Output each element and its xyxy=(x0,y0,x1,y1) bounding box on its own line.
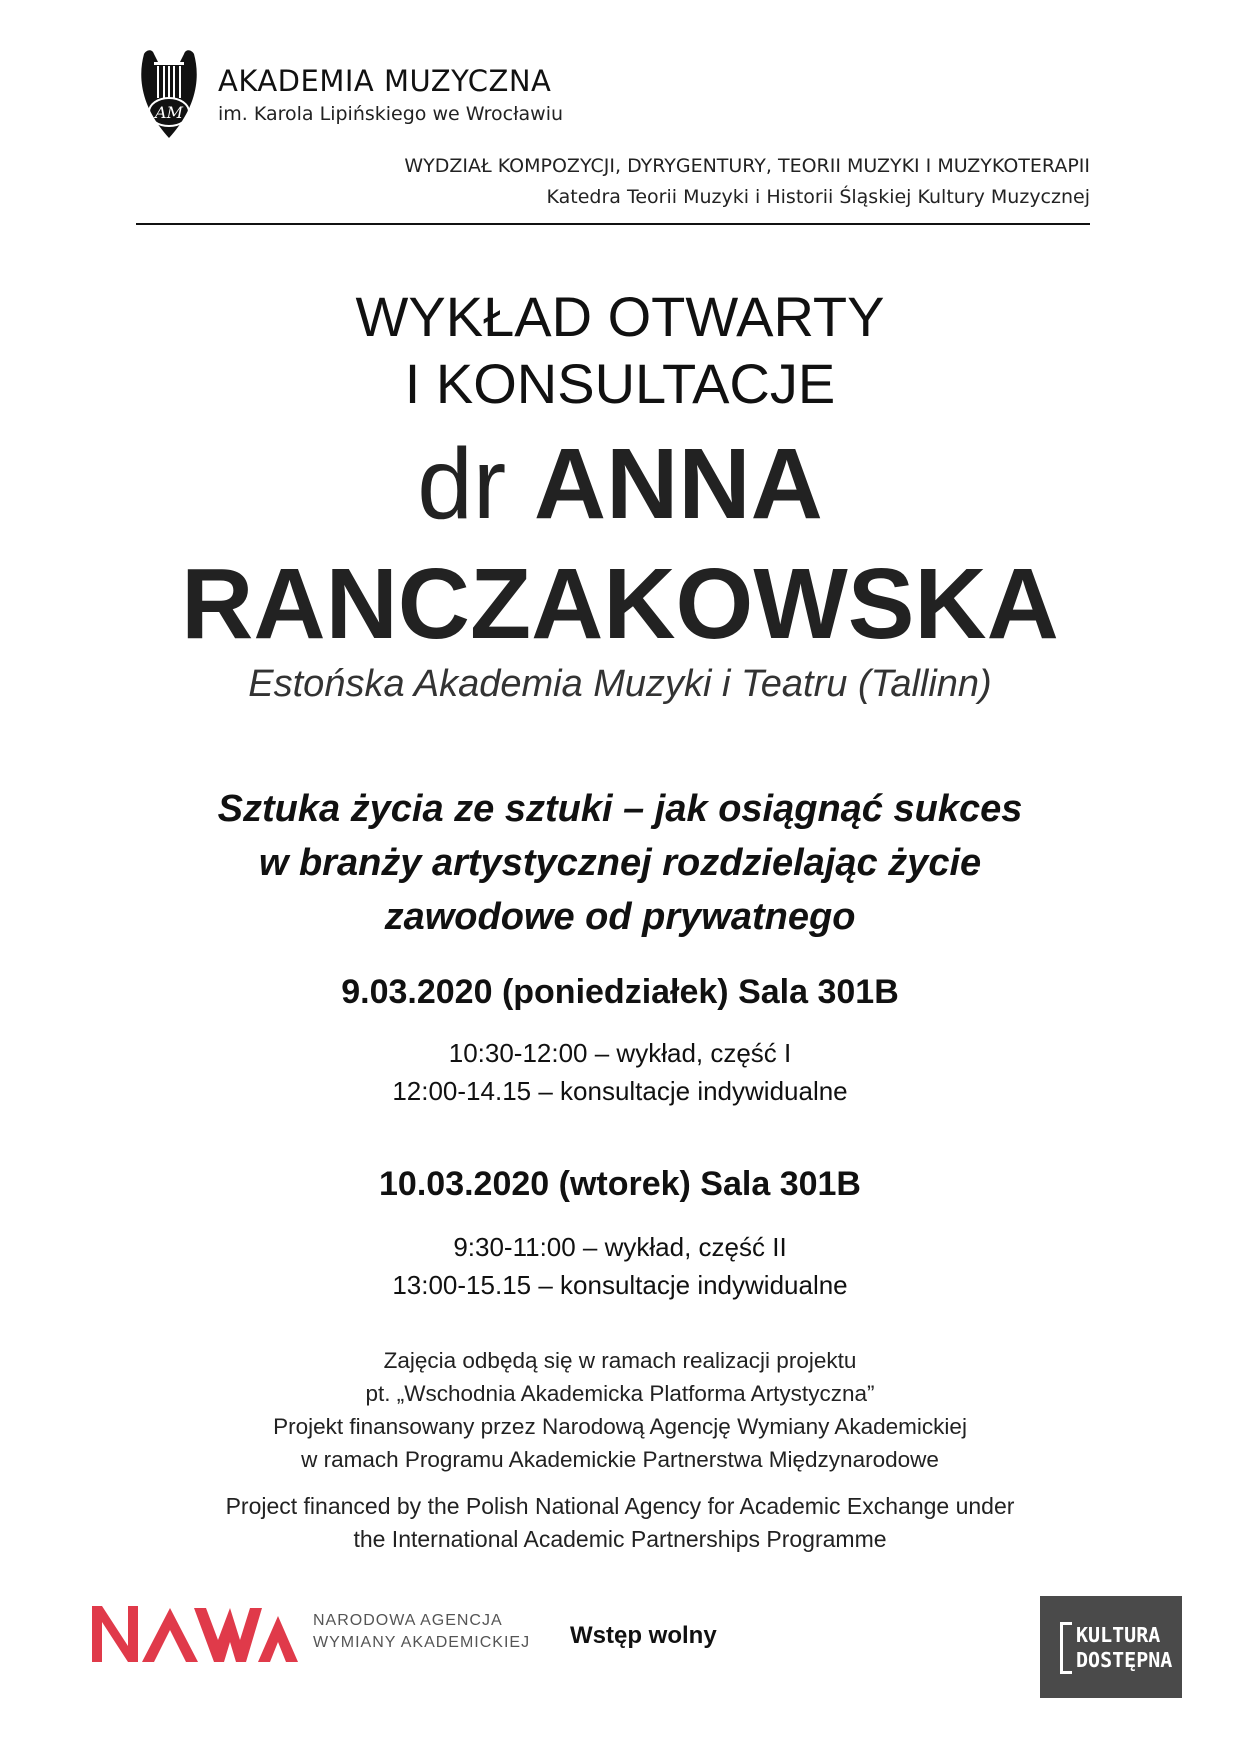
institution-name: AKADEMIA MUZYCZNA xyxy=(218,64,552,98)
department-name: Katedra Teorii Muzyki i Historii Śląskiej Kultury Muzycznej xyxy=(546,186,1090,208)
speaker-first-name: ANNA xyxy=(533,428,823,540)
speaker-prefix: dr xyxy=(417,428,507,540)
nawa-caption xyxy=(313,1610,530,1654)
kultura-logo-line: KULTURA xyxy=(1076,1623,1161,1647)
talk-title-line: w branży artystycznej rozdzielając życie xyxy=(258,842,982,884)
project-info-line: Projekt finansowany przez Narodową Agencję Wymiany Akademickiej xyxy=(273,1414,967,1439)
schedule-item: 13:00-15.15 – konsultacje indywidualne xyxy=(392,1270,848,1300)
lyre-logo-icon xyxy=(136,46,202,140)
schedule-date: 10.03.2020 (wtorek) Sala 301B xyxy=(379,1165,861,1203)
kultura-dostepna-logo xyxy=(1040,1596,1182,1698)
project-info-en xyxy=(0,1490,1240,1556)
schedule-date: 9.03.2020 (poniedziałek) Sala 301B xyxy=(341,973,899,1011)
project-info-line: the International Academic Partnerships Programme xyxy=(353,1526,887,1552)
svg-text:AM: AM xyxy=(155,103,183,122)
speaker-affiliation: Estońska Akademia Muzyki i Teatru (Tallinn) xyxy=(248,663,992,705)
talk-title-line: Sztuka życia ze sztuki – jak osiągnąć sukces xyxy=(217,788,1023,830)
schedule-item: 10:30-12:00 – wykład, część I xyxy=(448,1038,792,1068)
faculty-name: WYDZIAŁ KOMPOZYCJI, DYRYGENTURY, TEORII MUZYKI I MUZYKOTERAPII xyxy=(404,155,1090,177)
institution-subtitle: im. Karola Lipińskiego we Wrocławiu xyxy=(218,103,564,125)
project-info-line: Project financed by the Polish National Agency for Academic Exchange under xyxy=(225,1493,1015,1519)
schedule-item: 9:30-11:00 – wykład, część II xyxy=(453,1232,787,1262)
kultura-logo-line: DOSTĘPNA xyxy=(1076,1648,1173,1672)
nawa-logo xyxy=(90,1600,300,1666)
speaker-last-name: RANCZAKOWSKA xyxy=(181,548,1059,660)
nawa-caption-line: WYMIANY AKADEMICKIEJ xyxy=(313,1634,531,1651)
header-divider xyxy=(136,223,1090,225)
project-info-pl xyxy=(0,1344,1240,1476)
talk-title-line: zawodowe od prywatnego xyxy=(384,896,856,938)
speaker-name-first xyxy=(0,428,1240,540)
bracket-icon xyxy=(1060,1622,1072,1674)
schedule-item: 12:00-14.15 – konsultacje indywidualne xyxy=(392,1076,848,1106)
nawa-caption-line: NARODOWA AGENCJA xyxy=(313,1612,503,1629)
project-info-line: Zajęcia odbędą się w ramach realizacji projektu xyxy=(383,1348,857,1373)
project-info-line: pt. „Wschodnia Akademicka Platforma Artystyczna” xyxy=(365,1381,875,1406)
schedule-items xyxy=(0,1034,1240,1110)
admission-note: Wstęp wolny xyxy=(570,1622,717,1649)
event-title-line2: I KONSULTACJE xyxy=(404,352,836,415)
schedule-items xyxy=(0,1228,1240,1304)
event-title-line1: WYKŁAD OTWARTY xyxy=(355,285,885,348)
project-info-line: w ramach Programu Akademickie Partnerstwa Międzynarodowe xyxy=(301,1447,939,1472)
talk-title xyxy=(0,782,1240,944)
